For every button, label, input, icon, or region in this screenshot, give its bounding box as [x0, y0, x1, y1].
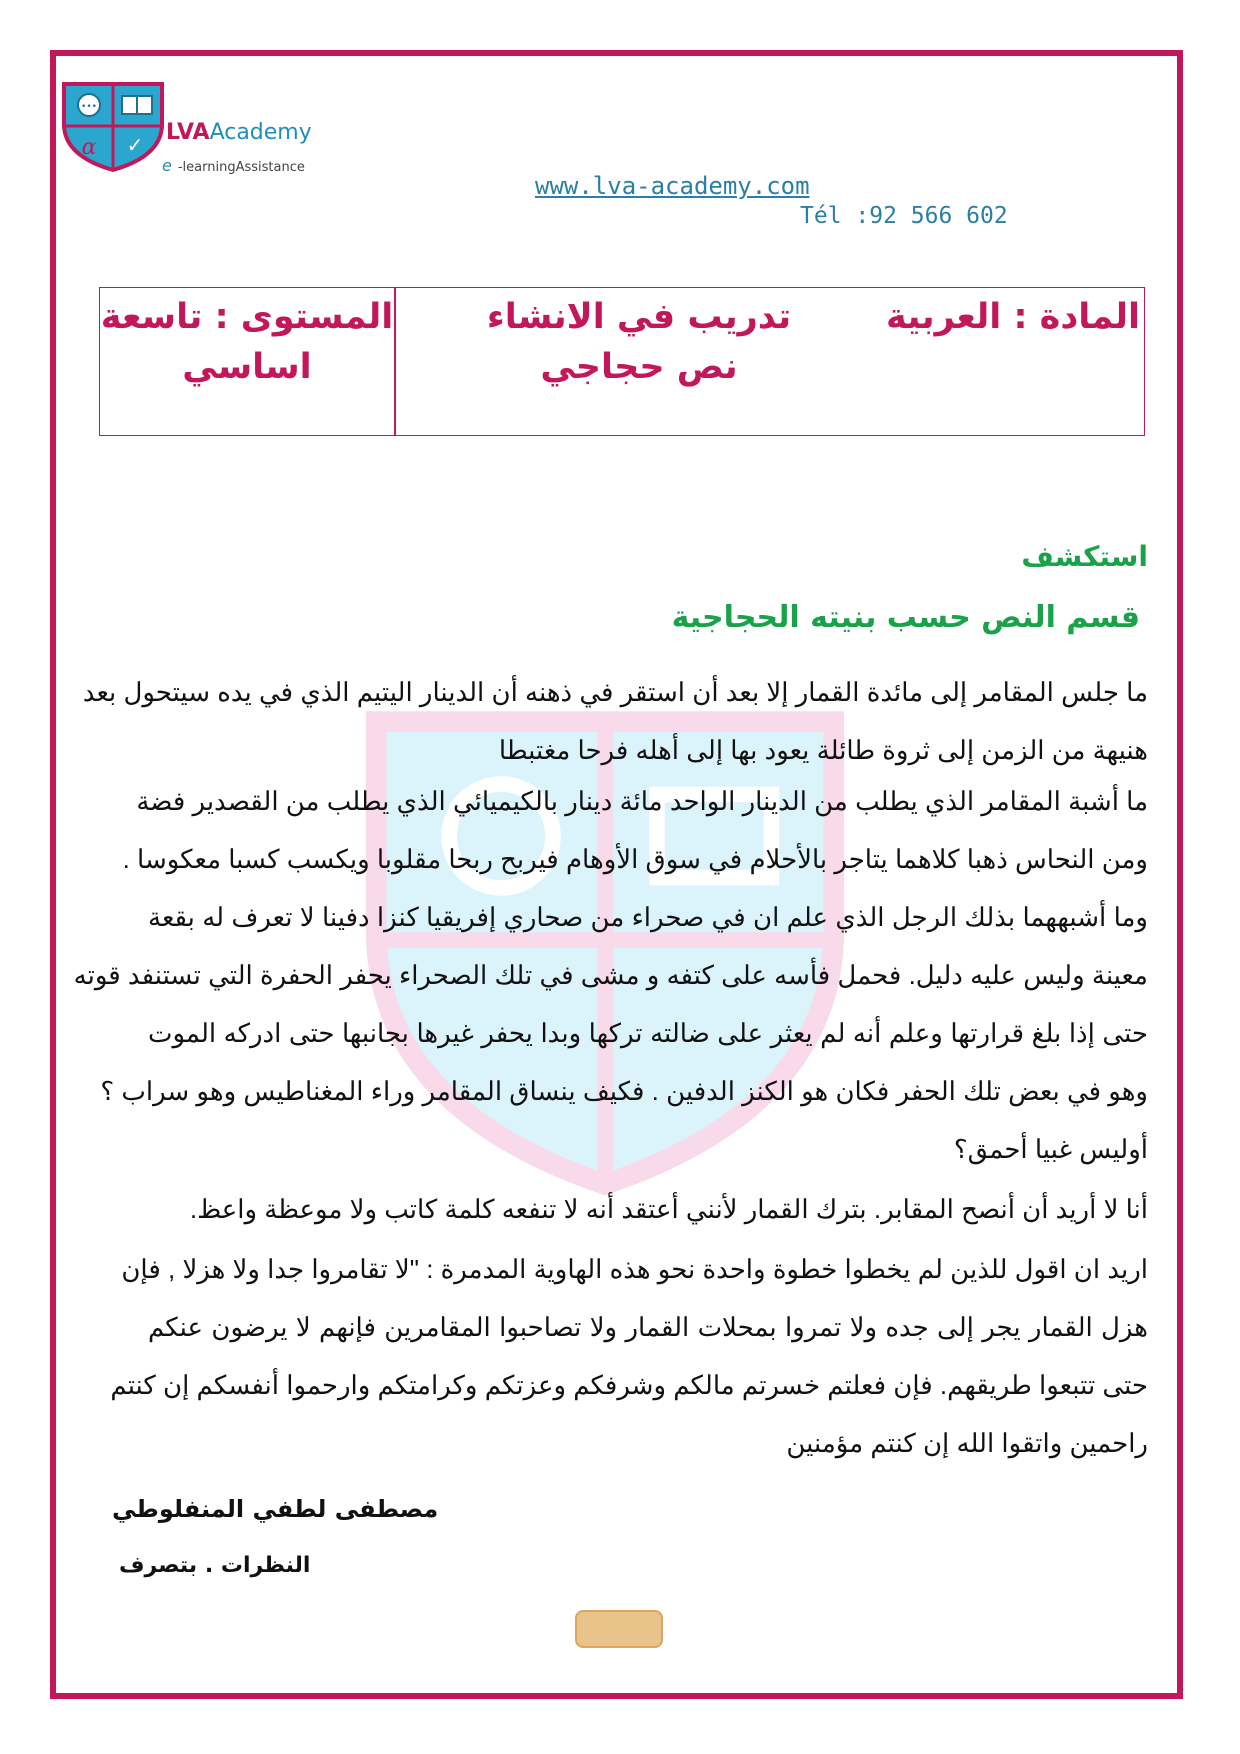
paragraph-2: [73, 772, 1148, 1178]
paragraph-1: [82, 663, 1148, 779]
title-line-2: نص حجاجي: [540, 347, 738, 387]
brand-tagline: [162, 156, 305, 175]
lva-logo-icon: [58, 80, 168, 172]
level-cell: [100, 288, 395, 435]
explore-heading: استكشف: [1021, 540, 1148, 573]
tagline-prefix: e: [162, 156, 172, 175]
text-line: حتى تتبعوا طريقهم. فإن فعلتم خسرتم مالكم وشرفكم وعزتكم وكرامتكم وارحموا أنفسكم إن كنتم: [110, 1370, 1148, 1400]
title-cell: [395, 288, 882, 435]
svg-text:α: α: [81, 135, 97, 160]
text-line: هزل القمار يجر إلى جده ولا تمروا بمحلات القمار ولا تصاحبوا المقامرين فإنهم لا يرضون عنكم: [148, 1312, 1148, 1342]
text-line: ومن النحاس ذهبا كلاهما يتاجر بالأحلام في سوق الأوهام فيربح ربحا مقلوبا ويكسب كسبا معكوسا .: [122, 844, 1148, 874]
text-line: وهو في بعض تلك الحفر فكان هو الكنز الدفين . فكيف ينساق المقامر وراء المغناطيس وهو سراب ؟: [100, 1076, 1148, 1106]
brand-name: [166, 120, 312, 145]
page-number-box: [575, 1610, 663, 1648]
text-line: اريد ان اقول للذين لم يخطوا خطوة واحدة نحو هذه الهاوية المدمرة : "لا تقامروا جدا ولا هزلا , فإن: [121, 1254, 1148, 1284]
text-line: أنا لا أريد أن أنصح المقابر. بترك القمار لأنني أعتقد أنه لا تنفعه كلمة كاتب ولا موعظة واعظ.: [189, 1194, 1148, 1224]
title-line-1: تدريب في الانشاء: [486, 297, 792, 337]
text-line: ما أشبة المقامر الذي يطلب من الدينار الواحد مائة دينار بالكيميائي الذي يطلب من القصدير فضة: [136, 786, 1148, 816]
brand-lva: LVA: [166, 120, 210, 145]
tagline-text: -learningAssistance: [177, 160, 305, 175]
header-table: [99, 287, 1145, 436]
text-line: أوليس غبيا أحمق؟: [953, 1134, 1148, 1164]
text-line: هنيهة من الزمن إلى ثروة طائلة يعود بها إلى أهله فرحا مغتبطا: [498, 735, 1148, 765]
text-line: وما أشبههما بذلك الرجل الذي علم ان في صحراء من صحاري إفريقيا كنزا دفينا لا تعرف له بقعة: [148, 902, 1148, 932]
website-link[interactable]: www.lva-academy.com: [535, 172, 810, 200]
text-line: راحمين واتقوا الله إن كنتم مؤمنين: [786, 1428, 1148, 1458]
subject-cell: [882, 288, 1144, 435]
source-reference: النظرات . بتصرف: [119, 1553, 311, 1578]
brand-academy: Academy: [209, 120, 312, 145]
text-line: معينة وليس عليه دليل. فحمل فأسه على كتفه و مشى في تلك الصحراء يحفر الحفرة التي تستنفد قوته: [73, 960, 1148, 990]
text-line: ما جلس المقامر إلى مائدة القمار إلا بعد أن استقر في ذهنه أن الدينار اليتيم الذي في يده سيتحول بعد: [82, 677, 1148, 707]
author-name: مصطفى لطفي المنفلوطي: [112, 1495, 439, 1523]
phone-number: Tél :92 566 602: [800, 203, 1008, 229]
svg-text:✓: ✓: [126, 133, 144, 157]
text-line: حتى إذا بلغ قرارتها وعلم أنه لم يعثر على ضالته تركها وبدا يحفر غيرها بجانبها حتى ادركه الموت: [148, 1018, 1148, 1048]
instruction-heading: قسم النص حسب بنيته الحجاجية: [671, 600, 1140, 635]
level-line-2: اساسي: [182, 347, 312, 387]
subject-label: المادة : العربية: [885, 297, 1141, 337]
paragraph-3: [148, 1180, 1148, 1238]
level-line-1: المستوى : تاسعة: [100, 297, 394, 337]
paragraph-4: [110, 1240, 1148, 1472]
svg-text:•••: •••: [81, 102, 97, 112]
